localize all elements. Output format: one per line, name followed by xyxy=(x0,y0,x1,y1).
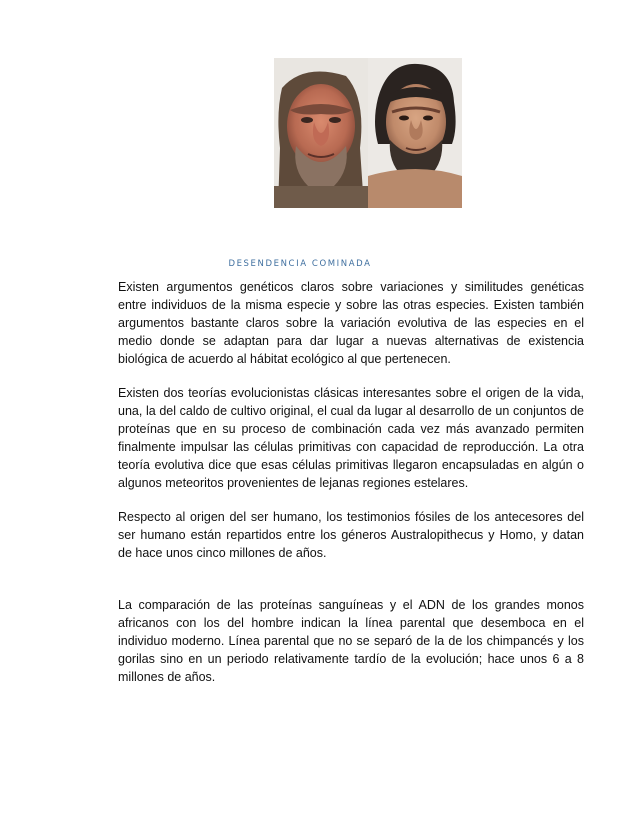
figure-photos xyxy=(274,58,462,208)
paragraph-dna-comparison: La comparación de las proteínas sanguíneas y el ADN de los grandes monos africanos con los del hombre indican la línea parental que desemboca en el individuo moderno. Línea parental que no se separó de la de los chimpancés y los gorilas sino en un periodo relativamente tardío de la evolución; hace unos 6 a 8 millones de años. xyxy=(118,598,584,684)
figure-caption: DESENDENCIA COMINADA xyxy=(228,259,372,269)
neanderthal-photo-left xyxy=(274,58,368,208)
paragraph-genetic-arguments: Existen argumentos genéticos claros sobre variaciones y similitudes genéticas entre individuos de la misma especie y sobre las otras especies. Existen también argumentos bastante claros sobre la variación evolutiva de las especies en el medio donde se adaptan para dar lugar a nuevas alternativas de existencia biológica de acuerdo al hábitat ecológico al que pertenecen. xyxy=(118,280,584,366)
neanderthal-photo-right xyxy=(368,58,462,208)
paragraph-origin-of-life-theories: Existen dos teorías evolucionistas clásicas interesantes sobre el origen de la vida, una, la del caldo de cultivo original, el cual da lugar al desarrollo de un conjuntos de proteínas que en su proceso de combinación cada vez más avanzado permiten finalmente impulsar las células primitivas con capacidad de reproducción. La otra teoría evolutiva dice que esas células primitivas llegaron encapsuladas en algún o algunos meteoritos provenientes de lejanas regiones estelares. xyxy=(118,386,584,490)
paragraph-human-origin: Respecto al origen del ser humano, los testimonios fósiles de los antecesores del ser humano están repartidos entre los géneros Australopithecus y Homo, y datan de hace unos cinco millones de años. xyxy=(118,510,584,560)
